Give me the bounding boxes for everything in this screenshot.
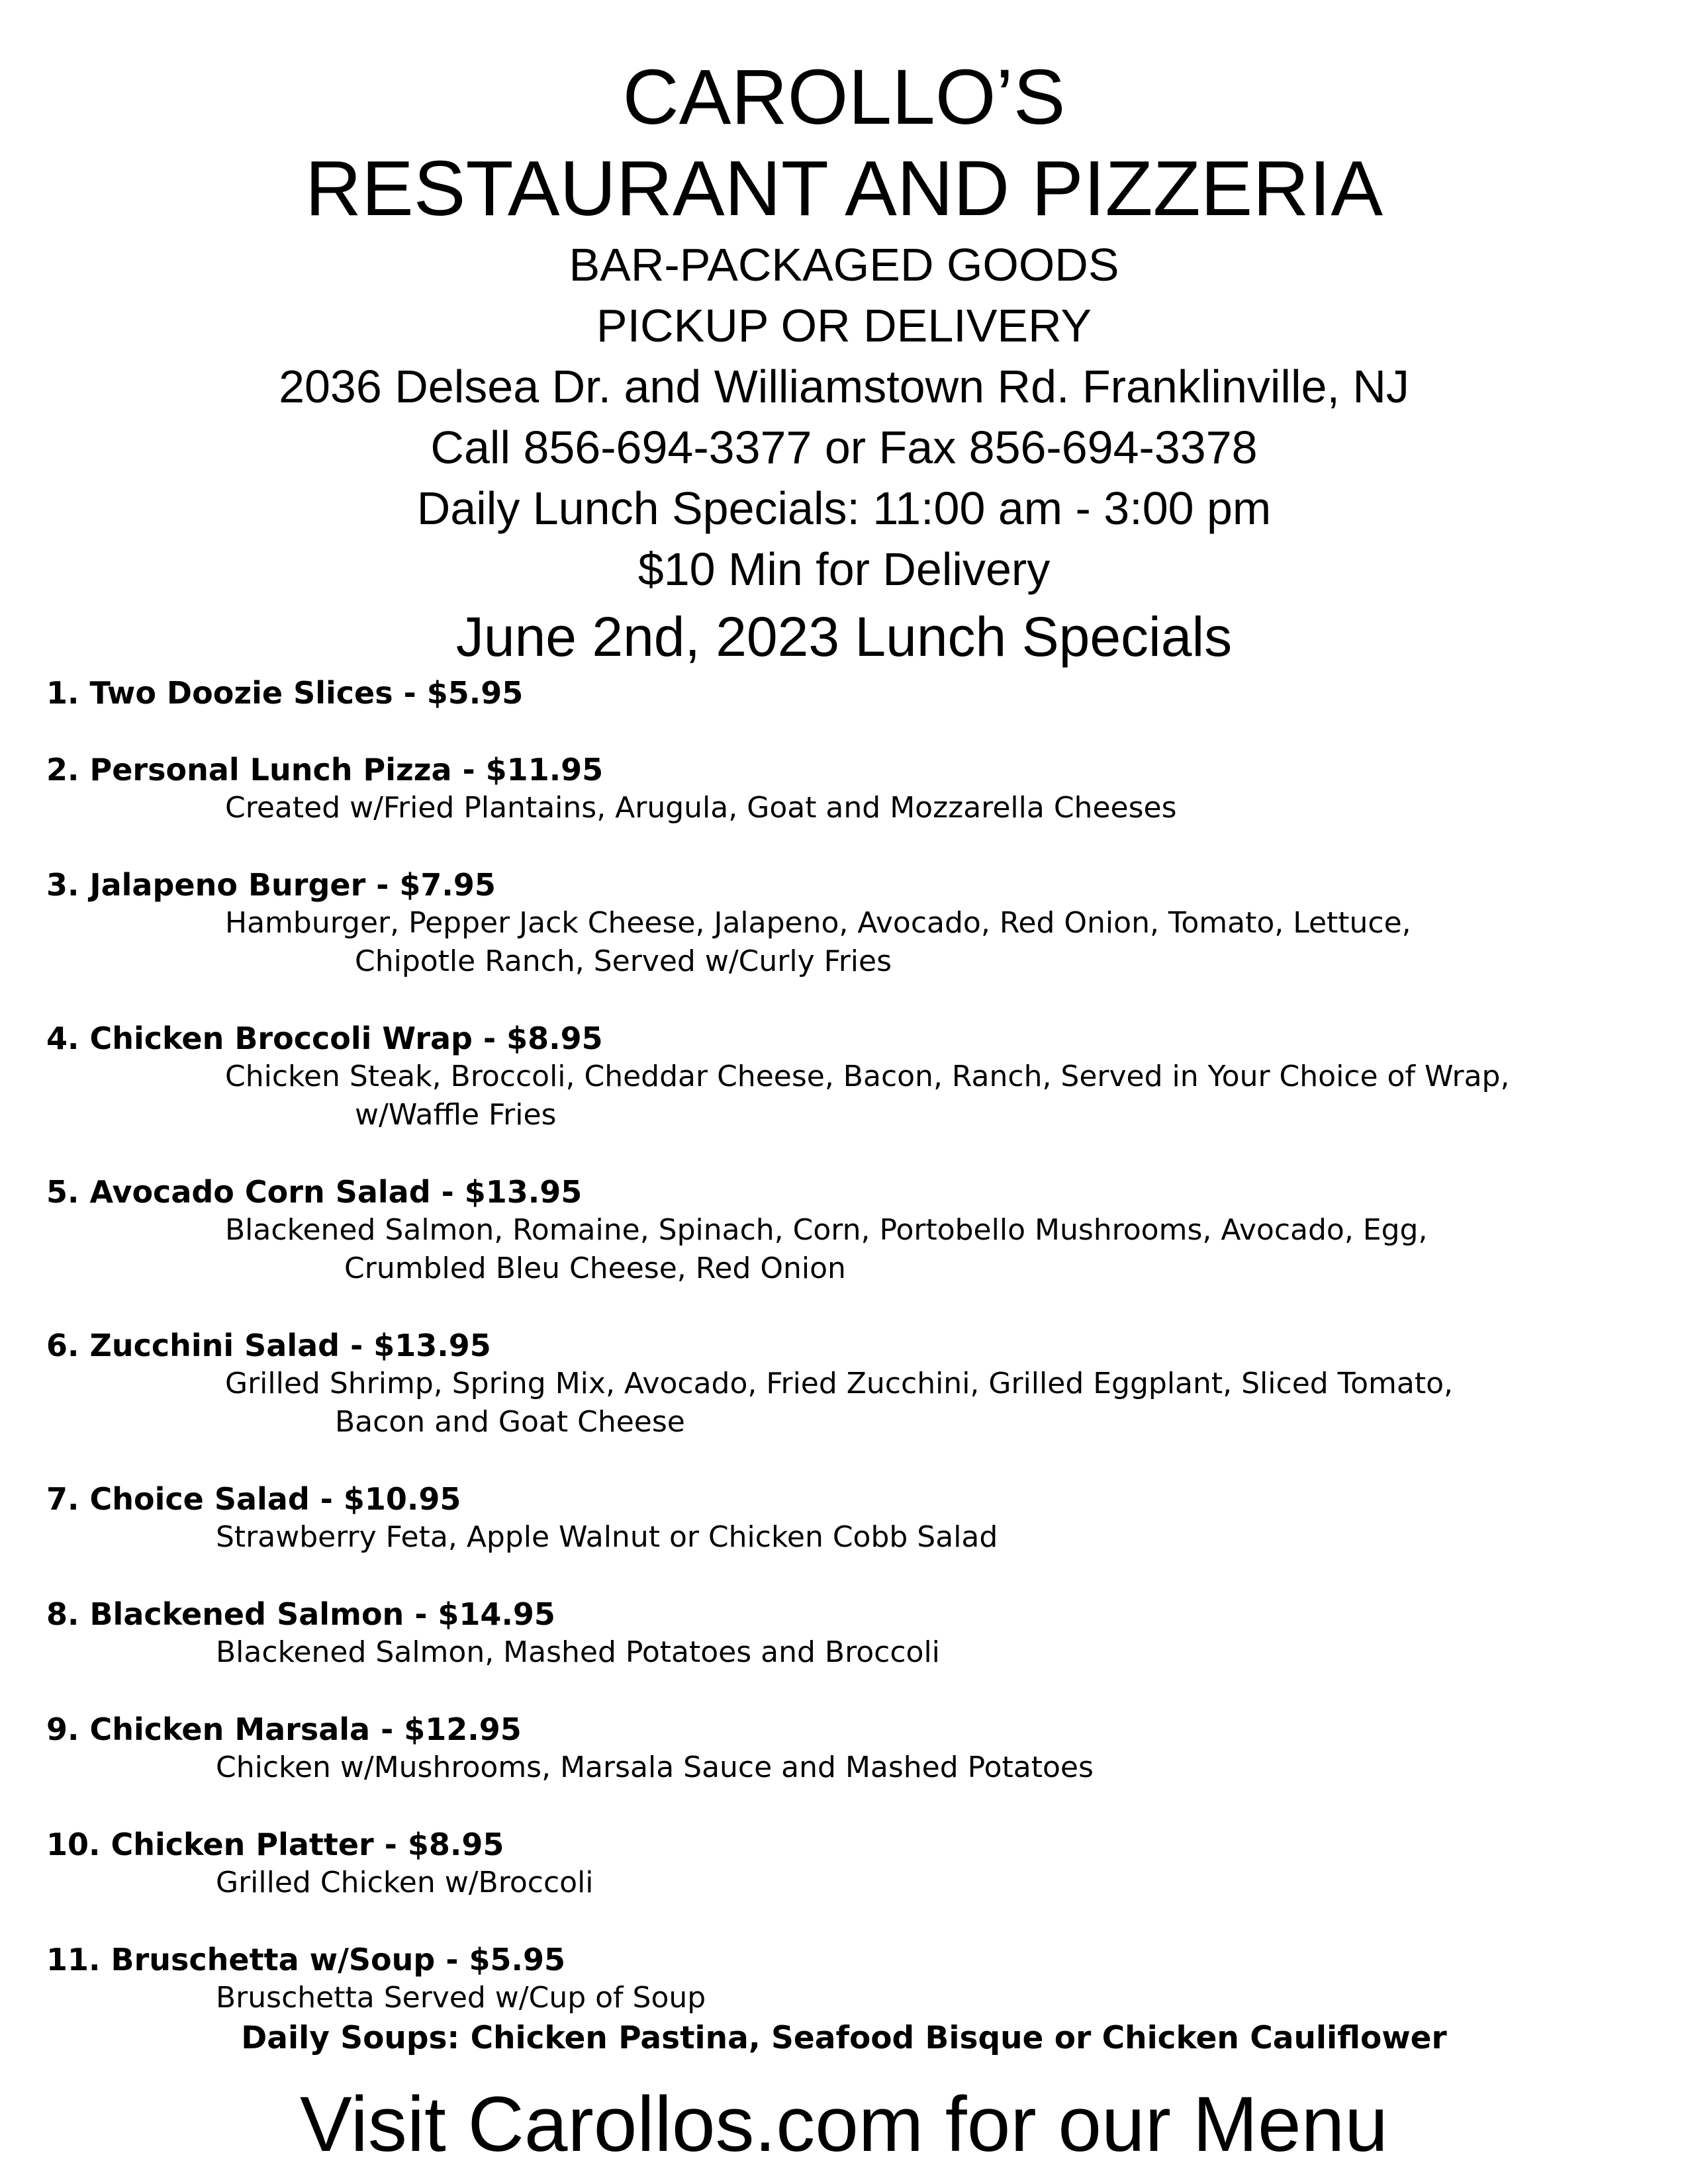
special-item-description: Grilled Chicken w/Broccoli: [216, 1866, 594, 1899]
phone-fax-line: Call 856-694-3377 or Fax 856-694-3378: [430, 422, 1258, 473]
special-item-title: 1. Two Doozie Slices - $5.95: [46, 675, 524, 711]
special-item-title: 2. Personal Lunch Pizza - $11.95: [46, 752, 604, 788]
specials-list: [46, 674, 1648, 2017]
special-item-title: 5. Avocado Corn Salad - $13.95: [46, 1174, 583, 1210]
pickup-delivery-line: PICKUP OR DELIVERY: [596, 300, 1092, 351]
website-footer: Visit Carollos.com for our Menu: [300, 2081, 1388, 2168]
menu-header: [0, 52, 1688, 670]
special-item-title: 4. Chicken Broccoli Wrap - $8.95: [46, 1021, 603, 1056]
special-item-3: [46, 866, 1648, 981]
special-item-6: [46, 1326, 1648, 1441]
address-line: 2036 Delsea Dr. and Williamstown Rd. Franklinville, NJ: [279, 361, 1409, 412]
special-item-description-continued: w/Waffle Fries: [355, 1098, 557, 1132]
special-item-8: [46, 1595, 1648, 1672]
special-item-title: 6. Zucchini Salad - $13.95: [46, 1328, 491, 1363]
special-item-description: Chicken w/Mushrooms, Marsala Sauce and Mashed Potatoes: [216, 1751, 1094, 1784]
restaurant-name-line-1: CAROLLO’S: [622, 54, 1066, 141]
special-item-2: [46, 751, 1648, 827]
special-item-title: 9. Chicken Marsala - $12.95: [46, 1711, 522, 1747]
delivery-minimum-line: $10 Min for Delivery: [637, 543, 1051, 595]
special-item-description: Strawberry Feta, Apple Walnut or Chicken Cobb Salad: [216, 1520, 998, 1554]
special-item-11: [46, 1940, 1648, 2017]
restaurant-name-line-2: RESTAURANT AND PIZZERIA: [305, 145, 1383, 232]
special-item-10: [46, 1825, 1648, 1902]
special-item-7: [46, 1480, 1648, 1557]
special-item-4: [46, 1019, 1648, 1134]
special-item-description: Bruschetta Served w/Cup of Soup: [216, 1981, 706, 2015]
hours-line: Daily Lunch Specials: 11:00 am - 3:00 pm: [416, 482, 1272, 534]
special-item-description: Created w/Fried Plantains, Arugula, Goat and Mozzarella Cheeses: [225, 791, 1177, 825]
bar-packaged-goods-line: BAR-PACKAGED GOODS: [569, 239, 1119, 291]
special-item-5: [46, 1173, 1648, 1288]
special-item-1: [46, 674, 1648, 712]
specials-date-title: June 2nd, 2023 Lunch Specials: [455, 606, 1233, 668]
special-item-description: Grilled Shrimp, Spring Mix, Avocado, Fried Zucchini, Grilled Eggplant, Sliced Tomato,: [225, 1367, 1453, 1400]
special-item-description-continued: Bacon and Goat Cheese: [335, 1405, 685, 1439]
special-item-title: 7. Choice Salad - $10.95: [46, 1481, 461, 1517]
special-item-description-continued: Crumbled Bleu Cheese, Red Onion: [344, 1251, 846, 1285]
daily-soups-line: Daily Soups: Chicken Pastina, Seafood Bisque or Chicken Cauliflower: [241, 2020, 1447, 2056]
special-item-title: 10. Chicken Platter - $8.95: [46, 1827, 504, 1862]
special-item-9: [46, 1710, 1648, 1787]
special-item-description: Blackened Salmon, Romaine, Spinach, Corn, Portobello Mushrooms, Avocado, Egg,: [225, 1213, 1428, 1247]
special-item-description: Chicken Steak, Broccoli, Cheddar Cheese, Bacon, Ranch, Served in Your Choice of Wrap,: [225, 1060, 1510, 1093]
special-item-description: Blackened Salmon, Mashed Potatoes and Broccoli: [216, 1635, 940, 1669]
special-item-title: 3. Jalapeno Burger - $7.95: [46, 867, 496, 903]
special-item-title: 8. Blackened Salmon - $14.95: [46, 1596, 555, 1632]
special-item-description: Hamburger, Pepper Jack Cheese, Jalapeno, Avocado, Red Onion, Tomato, Lettuce,: [225, 906, 1411, 940]
special-item-description-continued: Chipotle Ranch, Served w/Curly Fries: [355, 944, 892, 978]
special-item-title: 11. Bruschetta w/Soup - $5.95: [46, 1942, 565, 1978]
